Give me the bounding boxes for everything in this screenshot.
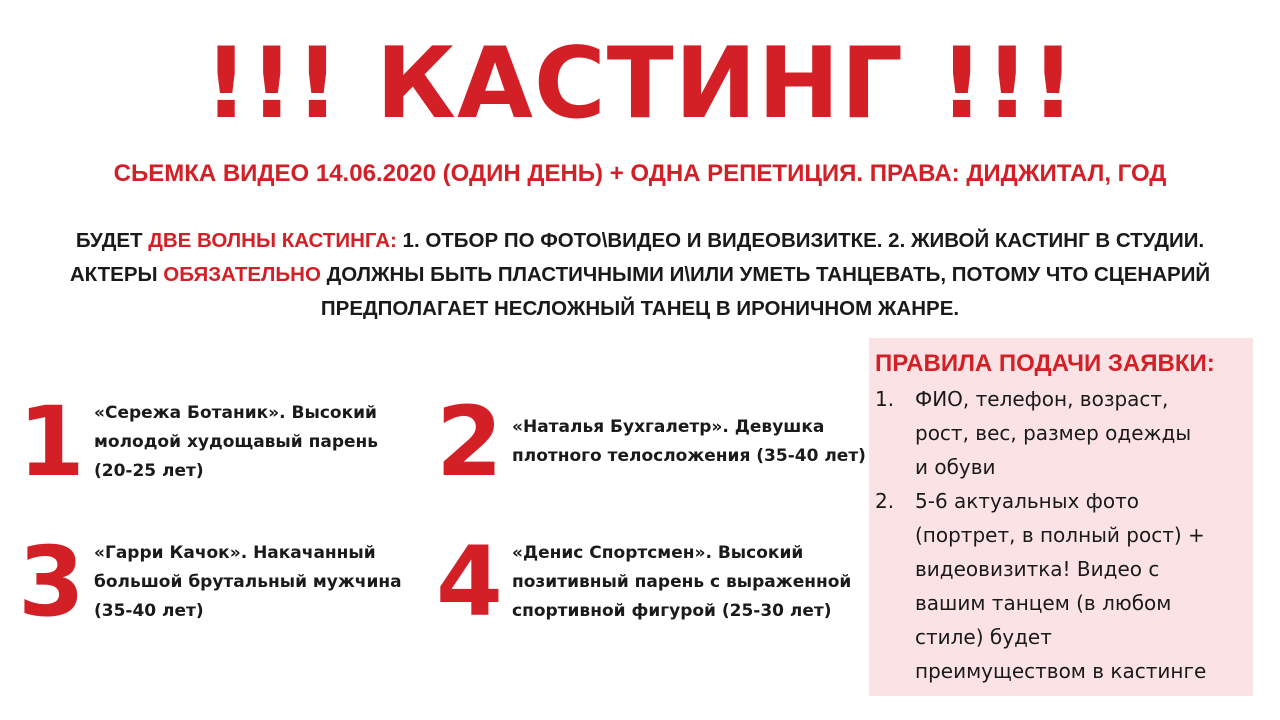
role-description (94, 399, 378, 486)
role-description-line: молодой худощавый парень (94, 431, 379, 452)
intro-line-1 (0, 224, 1280, 258)
role-number: 3 (18, 526, 85, 638)
rules-item-number: 1. (875, 387, 895, 411)
role-card-3 (18, 526, 438, 638)
role-description (512, 413, 866, 471)
rules-item-2 (875, 484, 1247, 688)
intro-line-1-prefix: БУДЕТ (75, 229, 149, 252)
rules-item-1 (875, 382, 1247, 484)
rules-item-text (915, 382, 1191, 484)
poster-title: !!! КАСТИНГ !!! (203, 27, 1077, 141)
role-description-line: «Гарри Качок». Накачанный (94, 542, 376, 563)
application-rules-box (869, 338, 1253, 696)
intro-line-1-suffix: 1. ОТБОР ПО ФОТО\ВИДЕО И ВИДЕОВИЗИТКЕ. 2. ЖИВОЙ КАСТИНГ В СТУДИИ. (396, 229, 1205, 252)
role-description-line: «Сережа Ботаник». Высокий (94, 402, 377, 423)
rules-item-line: 5-6 актуальных фото (915, 489, 1139, 513)
casting-intro (0, 224, 1280, 326)
rules-item-line: ФИО, телефон, возраст, (915, 387, 1169, 411)
role-card-4 (436, 526, 876, 638)
rules-item-text (915, 484, 1206, 688)
role-number: 4 (436, 526, 503, 638)
role-description-line: большой брутальный мужчина (94, 571, 402, 592)
application-rules-list (875, 382, 1247, 688)
intro-line-1-highlight: ДВЕ ВОЛНЫ КАСТИНГА: (148, 229, 397, 252)
intro-line-3: ПРЕДПОЛАГАЕТ НЕСЛОЖНЫЙ ТАНЕЦ В ИРОНИЧНОМ ЖАНРЕ. (320, 297, 960, 320)
role-description-line: спортивной фигурой (25-30 лет) (512, 600, 832, 621)
role-description-line: (35-40 лет) (94, 600, 204, 621)
rules-item-line: вашим танцем (в любом (915, 591, 1172, 615)
role-description-line: (20-25 лет) (94, 460, 204, 481)
role-description (512, 539, 851, 626)
rules-item-line: стиле) будет (915, 625, 1052, 649)
rules-item-line: и обуви (915, 455, 996, 479)
rules-item-line: рост, вес, размер одежды (915, 421, 1192, 445)
intro-line-2-highlight: ОБЯЗАТЕЛЬНО (163, 263, 321, 286)
intro-line-2 (0, 258, 1280, 292)
rules-item-number: 2. (875, 489, 895, 513)
rules-item-line: преимуществом в кастинге (915, 659, 1207, 683)
rules-item-line: видеовизитка! Видео с (915, 557, 1160, 581)
role-card-2 (436, 386, 876, 498)
role-number: 1 (18, 386, 85, 498)
application-rules-title: ПРАВИЛА ПОДАЧИ ЗАЯВКИ: (875, 350, 1215, 377)
role-card-1 (18, 386, 438, 498)
role-description-line: позитивный парень с выраженной (512, 571, 852, 592)
intro-line-2-suffix: ДОЛЖНЫ БЫТЬ ПЛАСТИЧНЫМИ И\ИЛИ УМЕТЬ ТАНЦЕВАТЬ, ПОТОМУ ЧТО СЦЕНАРИЙ (320, 263, 1211, 286)
poster-subtitle: СЬЕМКА ВИДЕО 14.06.2020 (ОДИН ДЕНЬ) + ОДНА РЕПЕТИЦИЯ. ПРАВА: ДИДЖИТАЛ, ГОД (113, 160, 1167, 187)
role-description-line: плотного телосложения (35-40 лет) (512, 446, 866, 466)
rules-item-line: (портрет, в полный рост) + (915, 523, 1205, 547)
role-description (94, 539, 402, 626)
intro-line-2-prefix: АКТЕРЫ (69, 263, 164, 286)
role-number: 2 (436, 386, 503, 498)
role-description-line: «Денис Спортсмен». Высокий (512, 542, 804, 563)
role-description-line: «Наталья Бухгалетр». Девушка (512, 417, 825, 437)
